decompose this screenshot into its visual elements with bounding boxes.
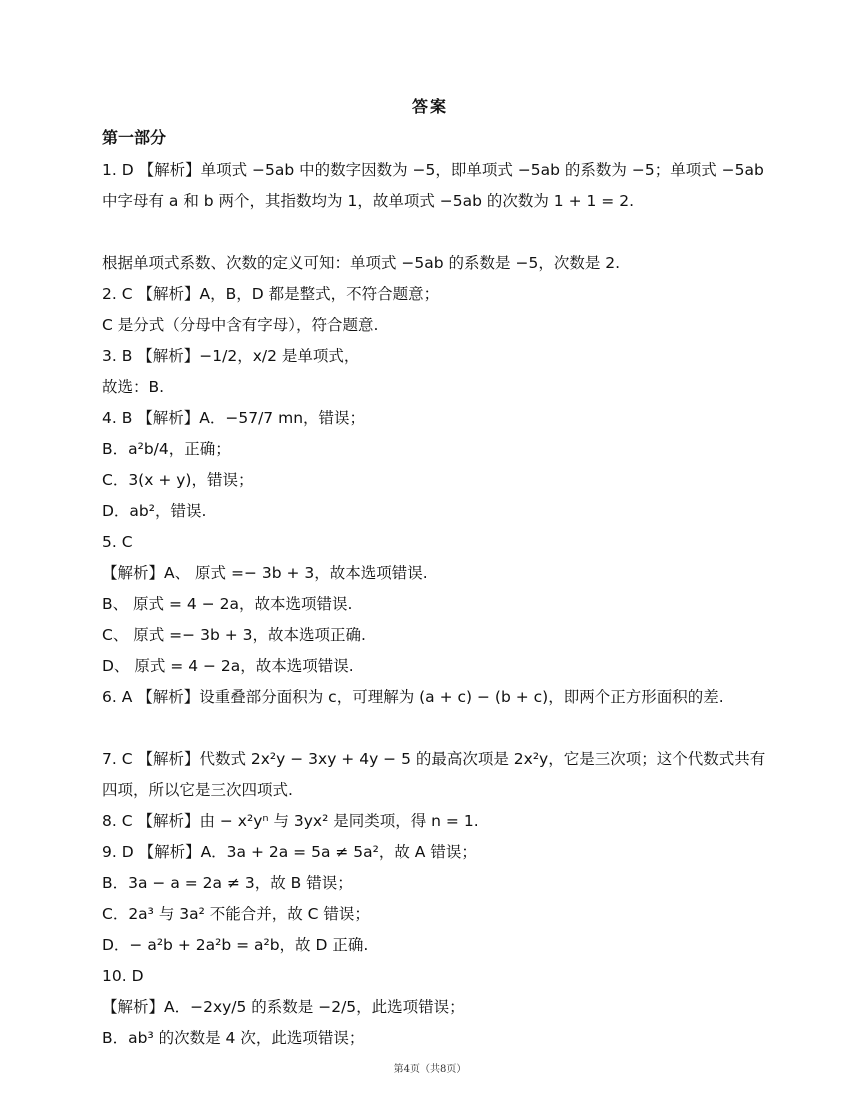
answer-note-3: 故选：B.	[102, 378, 165, 396]
answer-item-4-c: C．3(x + y)，错误；	[102, 471, 254, 489]
answer-item-10: 10. D	[102, 967, 144, 985]
answer-item-2: 2. C 【解析】A，B，D 都是整式，不符合题意；	[102, 285, 440, 303]
answer-item-9-d: D．− a²b + 2a²b = a²b，故 D 正确.	[102, 936, 369, 954]
answer-item-10-b: B．ab³ 的次数是 4 次，此选项错误；	[102, 1029, 365, 1047]
page-footer: 第4页（共8页）	[393, 1064, 467, 1075]
answer-item-3: 3. B 【解析】−1/2，x/2 是单项式，	[102, 347, 360, 365]
answer-item-9: 9. D 【解析】A．3a + 2a = 5a ≠ 5a²，故 A 错误；	[102, 843, 477, 861]
answer-item-5: 5. C	[102, 533, 133, 551]
answer-item-4: 4. B 【解析】A．−57/7 mn，错误；	[102, 409, 366, 427]
answer-item-8: 8. C 【解析】由 − x²yⁿ 与 3yx² 是同类项，得 n = 1.	[102, 812, 479, 830]
answer-item-1: 1. D 【解析】单项式 −5ab 中的数字因数为 −5，即单项式 −5ab 的系数为 −5；单项式 −5ab 中字母有 a 和 b 两个，其指数均为 1，故单项式 −5ab 的次数为 1 + 1 = 2.	[102, 161, 764, 210]
answer-item-4-d: D．ab²，错误.	[102, 502, 207, 520]
answer-note-1: 根据单项式系数、次数的定义可知：单项式 −5ab 的系数是 −5，次数是 2.	[102, 254, 621, 272]
answer-item-9-c: C．2a³ 与 3a² 不能合并，故 C 错误；	[102, 905, 370, 923]
answer-item-10-a: 【解析】A．−2xy/5 的系数是 −2/5，此选项错误；	[102, 998, 465, 1016]
answer-item-5-a: 【解析】A、 原式 =− 3b + 3，故本选项错误.	[102, 564, 428, 582]
answer-note-2: C 是分式（分母中含有字母），符合题意.	[102, 316, 379, 334]
answer-item-6: 6. A 【解析】设重叠部分面积为 c，可理解为 (a + c) − (b + c)，即两个正方形面积的差.	[102, 688, 724, 706]
answer-item-5-c: C、 原式 =− 3b + 3，故本选项正确.	[102, 626, 366, 644]
answer-item-7: 7. C 【解析】代数式 2x²y − 3xy + 4y − 5 的最高次项是 2x²y，它是三次项；这个代数式共有四项，所以它是三次四项式.	[102, 750, 766, 799]
answer-item-5-d: D、 原式 = 4 − 2a，故本选项错误.	[102, 657, 354, 675]
answer-content	[102, 155, 772, 1054]
answer-item-4-b: B．a²b/4，正确；	[102, 440, 231, 458]
section-heading: 第一部分	[102, 128, 167, 147]
answer-item-9-b: B．3a − a = 2a ≠ 3，故 B 错误；	[102, 874, 353, 892]
answer-item-5-b: B、 原式 = 4 − 2a，故本选项错误.	[102, 595, 353, 613]
page-title: 答案	[411, 97, 448, 116]
